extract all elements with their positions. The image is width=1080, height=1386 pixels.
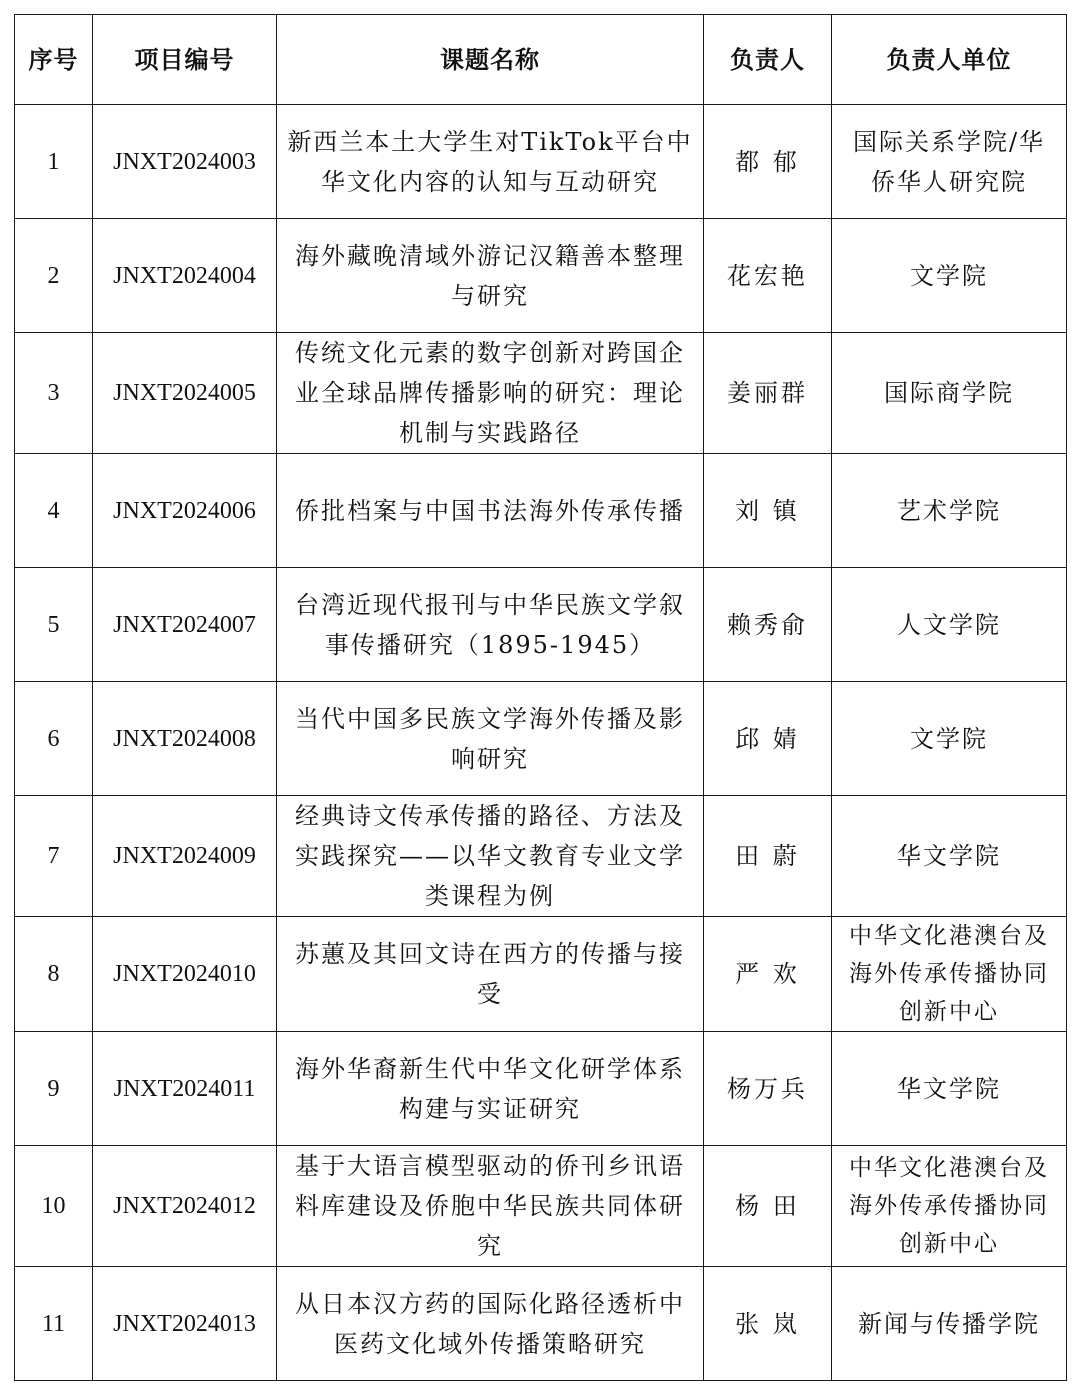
cell-unit: 华文学院	[832, 796, 1067, 917]
cell-leader: 杨万兵	[704, 1032, 832, 1146]
table-row	[15, 219, 1067, 333]
cell-unit: 新闻与传播学院	[832, 1267, 1067, 1381]
cell-unit: 人文学院	[832, 568, 1067, 682]
cell-unit: 文学院	[832, 682, 1067, 796]
table-row	[15, 105, 1067, 219]
cell-leader: 花宏艳	[704, 219, 832, 333]
cell-title: 侨批档案与中国书法海外传承传播	[277, 454, 704, 568]
table-row	[15, 1267, 1067, 1381]
cell-code: JNXT2024007	[93, 568, 277, 682]
cell-leader: 都 郁	[704, 105, 832, 219]
cell-title: 传统文化元素的数字创新对跨国企业全球品牌传播影响的研究：理论机制与实践路径	[277, 333, 704, 454]
cell-code: JNXT2024011	[93, 1032, 277, 1146]
cell-title: 经典诗文传承传播的路径、方法及实践探究——以华文教育专业文学类课程为例	[277, 796, 704, 917]
cell-leader: 张 岚	[704, 1267, 832, 1381]
cell-title: 基于大语言模型驱动的侨刊乡讯语料库建设及侨胞中华民族共同体研究	[277, 1146, 704, 1267]
cell-unit: 国际商学院	[832, 333, 1067, 454]
header-leader: 负责人	[704, 15, 832, 105]
cell-title: 台湾近现代报刊与中华民族文学叙事传播研究（1895-1945）	[277, 568, 704, 682]
cell-title: 海外华裔新生代中华文化研学体系构建与实证研究	[277, 1032, 704, 1146]
cell-index: 9	[15, 1032, 93, 1146]
cell-index: 8	[15, 917, 93, 1032]
cell-code: JNXT2024006	[93, 454, 277, 568]
cell-unit: 中华文化港澳台及海外传承传播协同创新中心	[832, 917, 1067, 1032]
header-unit: 负责人单位	[832, 15, 1067, 105]
cell-index: 4	[15, 454, 93, 568]
project-table	[14, 14, 1067, 1381]
cell-title: 从日本汉方药的国际化路径透析中医药文化域外传播策略研究	[277, 1267, 704, 1381]
cell-code: JNXT2024004	[93, 219, 277, 333]
cell-index: 5	[15, 568, 93, 682]
cell-title: 海外藏晚清域外游记汉籍善本整理与研究	[277, 219, 704, 333]
cell-leader: 田 蔚	[704, 796, 832, 917]
cell-title: 当代中国多民族文学海外传播及影响研究	[277, 682, 704, 796]
table-row	[15, 333, 1067, 454]
cell-index: 6	[15, 682, 93, 796]
cell-index: 11	[15, 1267, 93, 1381]
cell-code: JNXT2024008	[93, 682, 277, 796]
cell-code: JNXT2024013	[93, 1267, 277, 1381]
cell-title: 苏蕙及其回文诗在西方的传播与接受	[277, 917, 704, 1032]
header-row	[15, 15, 1067, 105]
header-title: 课题名称	[277, 15, 704, 105]
cell-leader: 严 欢	[704, 917, 832, 1032]
cell-unit: 中华文化港澳台及海外传承传播协同创新中心	[832, 1146, 1067, 1267]
cell-unit: 文学院	[832, 219, 1067, 333]
cell-index: 2	[15, 219, 93, 333]
cell-title: 新西兰本土大学生对TikTok平台中华文化内容的认知与互动研究	[277, 105, 704, 219]
cell-unit: 国际关系学院/华侨华人研究院	[832, 105, 1067, 219]
cell-leader: 赖秀俞	[704, 568, 832, 682]
header-code: 项目编号	[93, 15, 277, 105]
cell-index: 3	[15, 333, 93, 454]
cell-code: JNXT2024009	[93, 796, 277, 917]
cell-unit: 华文学院	[832, 1032, 1067, 1146]
cell-leader: 杨 田	[704, 1146, 832, 1267]
table-row	[15, 917, 1067, 1032]
cell-code: JNXT2024005	[93, 333, 277, 454]
table-row	[15, 1146, 1067, 1267]
cell-code: JNXT2024012	[93, 1146, 277, 1267]
cell-index: 7	[15, 796, 93, 917]
header-index: 序号	[15, 15, 93, 105]
table-row	[15, 796, 1067, 917]
cell-leader: 姜丽群	[704, 333, 832, 454]
cell-unit: 艺术学院	[832, 454, 1067, 568]
cell-code: JNXT2024010	[93, 917, 277, 1032]
table-row	[15, 682, 1067, 796]
cell-leader: 刘 镇	[704, 454, 832, 568]
cell-index: 10	[15, 1146, 93, 1267]
table-row	[15, 568, 1067, 682]
table-row	[15, 1032, 1067, 1146]
cell-code: JNXT2024003	[93, 105, 277, 219]
cell-index: 1	[15, 105, 93, 219]
table-row	[15, 454, 1067, 568]
cell-leader: 邱 婧	[704, 682, 832, 796]
